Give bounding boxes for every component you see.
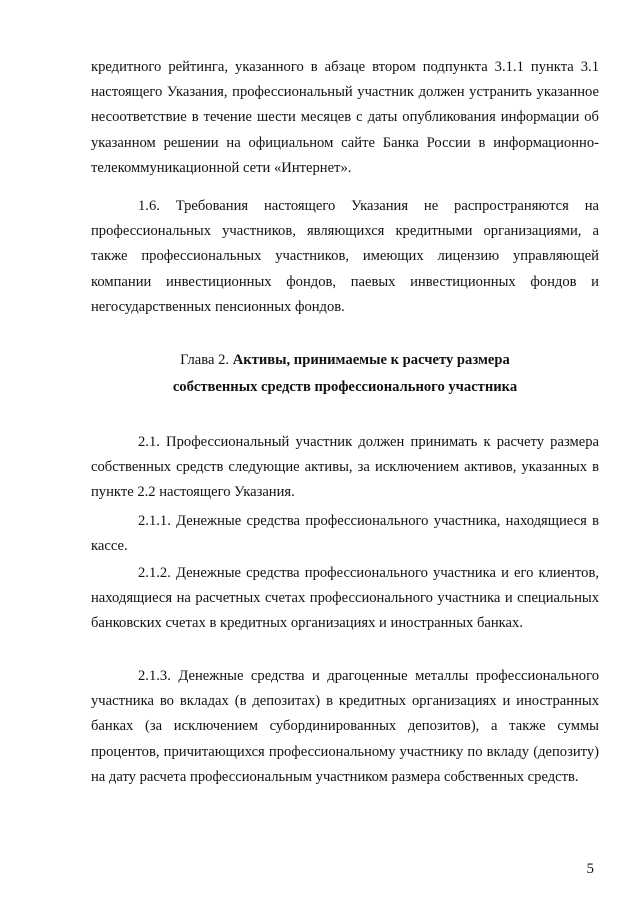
page-number: 5 — [586, 861, 594, 877]
chapter-title: Активы, принимаемые к расчету размера собственных средств профессионального участника — [172, 352, 518, 395]
paragraph-continuation: кредитного рейтинга, указанного в абзаце втором подпункта 3.1.1 пункта 3.1 настоящего Указания, профессиональный участник должен устранить указанное несоответствие в течение шести месяцев с даты опубликования информации об указанном решении на официальном сайте Банка России в информационно-телекоммуникационной сети «Интернет». — [91, 59, 599, 176]
chapter-label: Глава 2. — [180, 352, 230, 368]
paragraph-2-1: 2.1. Профессиональный участник должен принимать к расчету размера собственных средств следующие активы, за исключением активов, указанных в пункте 2.2 настоящего Указания. — [91, 434, 599, 501]
chapter-heading — [91, 347, 599, 401]
paragraph-2-1-2: 2.1.2. Денежные средства профессионального участника и его клиентов, находящиеся на расчетных счетах профессионального участника и специальных банковских счетах в кредитных организациях и иностранных банках. — [91, 565, 599, 632]
paragraph-1-6: 1.6. Требования настоящего Указания не распространяются на профессиональных участников, являющихся кредитными организациями, а также профессиональных участников, имеющих лицензию управляющей компании инвестиционных фондов, паевых инвестиционных фондов и негосударственных пенсионных фондов. — [91, 198, 599, 315]
paragraph-2-1-3: 2.1.3. Денежные средства и драгоценные металлы профессионального участника во вкладах (в депозитах) в кредитных организациях и иностранных банках (за исключением субординированных депозитов), а также суммы процентов, причитающихся профессиональному участнику по вкладу (депозиту) на дату расчета профессиональным участником размера собственных средств. — [91, 668, 599, 785]
paragraph-2-1-1: 2.1.1. Денежные средства профессионального участника, находящиеся в кассе. — [91, 513, 599, 555]
